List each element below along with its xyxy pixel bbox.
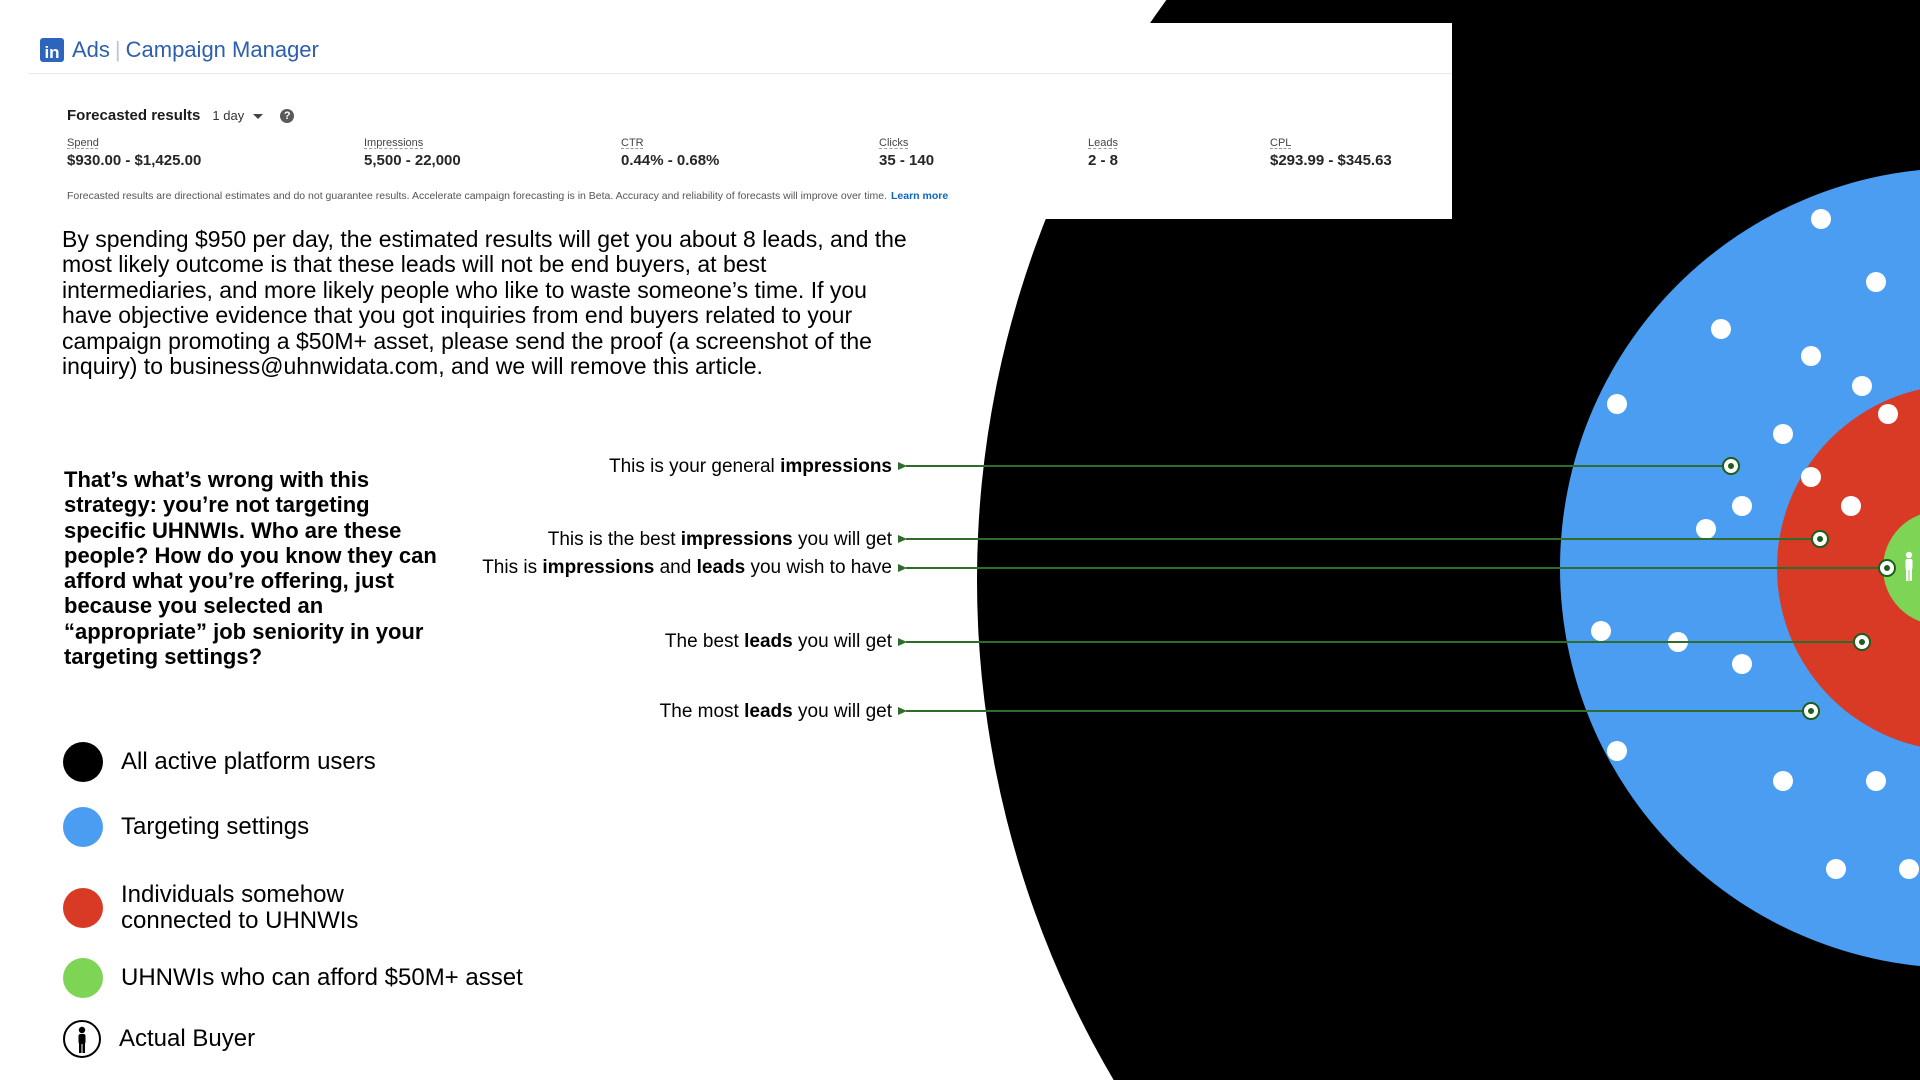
legend-uhnwi — [63, 958, 523, 998]
legend-label: Individuals somehow connected to UHNWIs — [121, 881, 359, 934]
metric-label[interactable]: CPL — [1270, 137, 1292, 149]
linkedin-logo-icon: in — [40, 38, 64, 62]
legend-connected — [63, 882, 381, 934]
strategy-question: That’s what’s wrong with this strategy: you’re not targeting specific UHNWIs. Who are these people? How do you know they can afford what you’re offering, just because you selected an “appropriate” job seniority in your targeting settings? — [64, 467, 437, 670]
metric-cpl — [1270, 137, 1392, 169]
metric-spend — [67, 137, 201, 169]
annotation-most-leads: The most leads you will get — [659, 701, 892, 722]
forecast-title: Forecasted results — [67, 107, 201, 124]
metric-value: 0.44% - 0.68% — [621, 152, 720, 169]
metric-value: 5,500 - 22,000 — [364, 152, 461, 169]
annotation-general-impressions: This is your general impressions — [608, 456, 892, 477]
legend-label: UHNWIs who can afford $50M+ asset — [121, 964, 523, 991]
forecast-header — [67, 107, 294, 124]
metric-value: 2 - 8 — [1088, 152, 1119, 169]
header-divider — [28, 73, 1452, 74]
person-outline-icon — [63, 1020, 101, 1058]
learn-more-link[interactable]: Learn more — [890, 190, 949, 202]
forecast-card — [0, 23, 1452, 219]
green-dot-icon — [63, 958, 103, 998]
legend-targeting — [63, 807, 309, 847]
metric-value: 35 - 140 — [879, 152, 935, 169]
chevron-down-icon — [253, 114, 263, 119]
metric-label[interactable]: Leads — [1088, 137, 1118, 149]
forecast-disclaimer — [67, 190, 948, 202]
metric-value: $930.00 - $1,425.00 — [67, 152, 202, 169]
metric-label[interactable]: CTR — [621, 137, 644, 149]
period-value: 1 day — [212, 108, 245, 123]
legend-label: Targeting settings — [121, 813, 310, 840]
period-dropdown[interactable] — [212, 108, 263, 123]
metric-value: $293.99 - $345.63 — [1270, 152, 1392, 169]
metric-label[interactable]: Clicks — [879, 137, 909, 149]
black-dot-icon — [63, 742, 103, 782]
metric-ctr — [621, 137, 719, 169]
metric-label[interactable]: Impressions — [364, 137, 424, 149]
red-dot-icon — [63, 888, 103, 928]
legend-all-users — [63, 742, 376, 782]
app-header — [40, 37, 319, 63]
header-separator: | — [114, 37, 121, 62]
blue-dot-icon — [63, 807, 103, 847]
annotation-wish: This is impressions and leads you wish to have — [482, 557, 892, 578]
help-icon[interactable]: ? — [280, 109, 294, 123]
legend-label: All active platform users — [121, 748, 376, 775]
legend-label: Actual Buyer — [119, 1025, 256, 1052]
intro-paragraph: By spending $950 per day, the estimated results will get you about 8 leads, and the most likely outcome is that these leads will not be end buyers, at best intermediaries, and more likely people who like to waste someone’s time. If you have objective evidence that you got inquiries from end buyers related to your campaign promoting a $50M+ asset, please send the proof (a screenshot of the inquiry) to business@uhnwidata.com, and we will remove this article. — [62, 226, 907, 380]
metric-label[interactable]: Spend — [67, 137, 99, 149]
legend-buyer — [63, 1020, 255, 1058]
annotation-best-impressions: This is the best impressions you will get — [547, 529, 892, 550]
metric-clicks — [879, 137, 934, 169]
metric-leads — [1088, 137, 1118, 169]
disclaimer-text: Forecasted results are directional estimates and do not guarantee results. Accelerate campaign forecasting is in Beta. Accuracy and reliability of forecasts will improve over time. — [67, 190, 887, 202]
brand-label[interactable]: Ads — [72, 37, 110, 62]
metric-impressions — [364, 137, 461, 169]
app-title[interactable]: Campaign Manager — [125, 37, 319, 62]
annotation-best-leads: The best leads you will get — [664, 631, 892, 652]
